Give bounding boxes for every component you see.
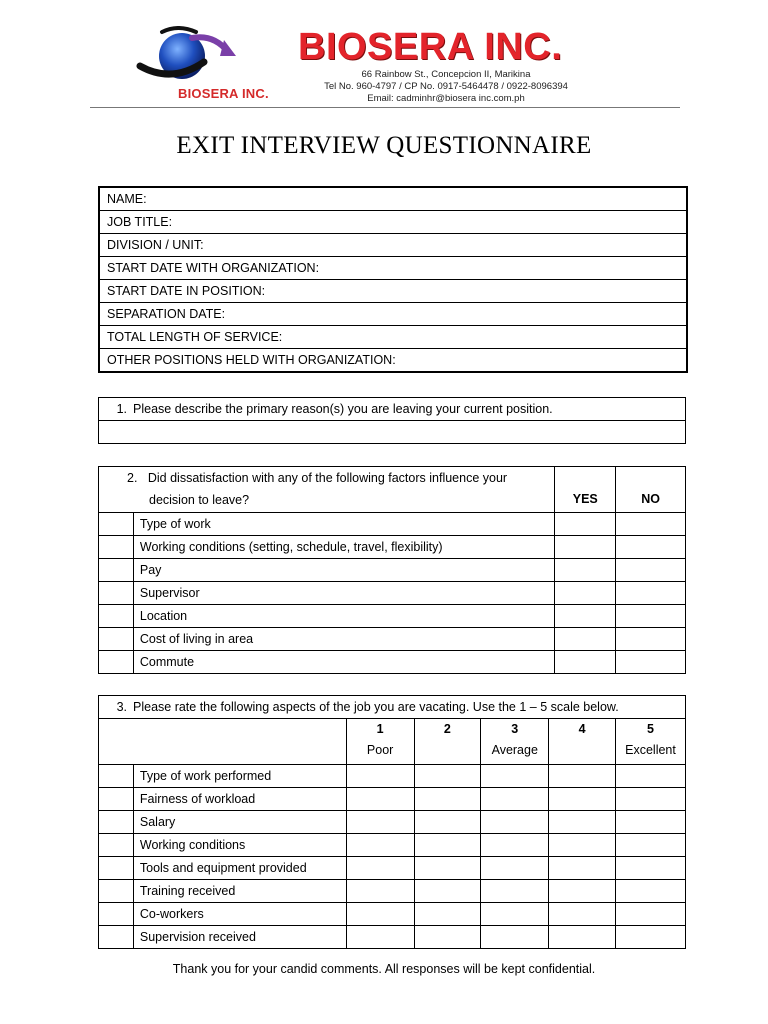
no-checkbox-cell[interactable] <box>616 536 686 559</box>
no-checkbox-cell[interactable] <box>616 651 686 674</box>
rating-cell[interactable] <box>615 788 685 811</box>
rating-cell[interactable] <box>414 765 481 788</box>
table-row <box>99 559 686 582</box>
question-2-number: 2. <box>127 471 138 485</box>
rating-cell[interactable] <box>414 834 481 857</box>
logo-label: BIOSERA INC. <box>178 86 269 101</box>
aspect-label: Fairness of workload <box>133 788 346 811</box>
scale-header-5: 5 Excellent <box>615 719 685 765</box>
info-row[interactable] <box>99 303 687 326</box>
table-row <box>99 582 686 605</box>
rating-cell[interactable] <box>481 926 549 949</box>
rating-cell[interactable] <box>549 788 616 811</box>
rating-cell[interactable] <box>481 788 549 811</box>
info-field-separation-date[interactable]: SEPARATION DATE: <box>99 303 687 326</box>
rating-cell[interactable] <box>615 857 685 880</box>
company-email: Email: cadminhr@biosera inc.com.ph <box>367 93 525 104</box>
rating-cell[interactable] <box>414 857 481 880</box>
info-field-length-of-service[interactable]: TOTAL LENGTH OF SERVICE: <box>99 326 687 349</box>
rating-cell[interactable] <box>481 903 549 926</box>
info-row[interactable] <box>99 326 687 349</box>
rating-cell[interactable] <box>414 811 481 834</box>
footer-note: Thank you for your candid comments. All responses will be kept confidential. <box>172 962 596 976</box>
yes-checkbox-cell[interactable] <box>555 536 616 559</box>
table-row <box>99 811 686 834</box>
info-field-division[interactable]: DIVISION / UNIT: <box>99 234 687 257</box>
rating-cell[interactable] <box>549 880 616 903</box>
factor-label: Location <box>133 605 554 628</box>
company-logo <box>132 26 269 106</box>
rating-cell[interactable] <box>346 926 414 949</box>
no-checkbox-cell[interactable] <box>616 628 686 651</box>
rating-cell[interactable] <box>481 857 549 880</box>
rating-cell[interactable] <box>481 811 549 834</box>
no-checkbox-cell[interactable] <box>616 513 686 536</box>
question-1-prompt <box>99 398 686 421</box>
question-2-text-line1: Did dissatisfaction with any of the following factors influence your <box>147 471 508 485</box>
table-row <box>99 903 686 926</box>
company-address: 66 Rainbow St., Concepcion II, Marikina <box>361 69 531 80</box>
aspect-label: Working conditions <box>133 834 346 857</box>
question-1-table <box>98 397 686 444</box>
yes-column-header: YES <box>555 467 616 513</box>
question-1-number: 1. <box>116 402 127 416</box>
no-checkbox-cell[interactable] <box>616 582 686 605</box>
rating-cell[interactable] <box>615 834 685 857</box>
yes-checkbox-cell[interactable] <box>555 651 616 674</box>
rating-cell[interactable] <box>615 903 685 926</box>
factor-label: Commute <box>133 651 554 674</box>
table-row <box>99 880 686 903</box>
table-row <box>99 536 686 559</box>
table-row <box>99 926 686 949</box>
rating-cell[interactable] <box>615 811 685 834</box>
scale-header-2: 2 <box>414 719 481 765</box>
table-row <box>99 651 686 674</box>
factor-label: Working conditions (setting, schedule, travel, flexibility) <box>133 536 554 559</box>
rating-cell[interactable] <box>414 903 481 926</box>
info-row[interactable] <box>99 280 687 303</box>
question-2-prompt <box>99 467 555 513</box>
table-row <box>99 765 686 788</box>
yes-checkbox-cell[interactable] <box>555 513 616 536</box>
rating-cell[interactable] <box>481 765 549 788</box>
rating-cell[interactable] <box>346 765 414 788</box>
rating-cell[interactable] <box>414 880 481 903</box>
yes-checkbox-cell[interactable] <box>555 582 616 605</box>
brand-name: BIOSERA INC. <box>298 26 563 68</box>
question-3-prompt <box>99 696 686 719</box>
table-row <box>99 834 686 857</box>
rating-cell[interactable] <box>615 926 685 949</box>
rating-cell[interactable] <box>615 880 685 903</box>
rating-cell[interactable] <box>414 926 481 949</box>
rating-cell[interactable] <box>549 857 616 880</box>
no-checkbox-cell[interactable] <box>616 605 686 628</box>
info-row[interactable] <box>99 187 687 211</box>
question-1-answer-field[interactable] <box>99 421 686 444</box>
question-3-number: 3. <box>116 700 127 714</box>
rating-cell[interactable] <box>481 880 549 903</box>
info-field-job-title[interactable]: JOB TITLE: <box>99 211 687 234</box>
table-row <box>99 628 686 651</box>
rating-cell[interactable] <box>414 788 481 811</box>
table-row <box>99 513 686 536</box>
header-divider <box>90 107 680 108</box>
info-row[interactable] <box>99 234 687 257</box>
yes-checkbox-cell[interactable] <box>555 605 616 628</box>
factor-label: Type of work <box>133 513 554 536</box>
letterhead <box>90 22 680 108</box>
globe-logo-icon <box>132 26 242 88</box>
info-row[interactable] <box>99 257 687 280</box>
table-row <box>99 788 686 811</box>
company-phones: Tel No. 960-4797 / CP No. 0917-5464478 / 0922-8096394 <box>324 81 568 92</box>
factor-label: Pay <box>133 559 554 582</box>
employee-info-table <box>98 186 688 373</box>
rating-cell[interactable] <box>346 880 414 903</box>
rating-cell[interactable] <box>346 903 414 926</box>
aspect-label: Co-workers <box>133 903 346 926</box>
question-3-text: Please rate the following aspects of the job you are vacating. Use the 1 – 5 scale below. <box>133 700 619 714</box>
rating-cell[interactable] <box>549 765 616 788</box>
no-checkbox-cell[interactable] <box>616 559 686 582</box>
rating-cell[interactable] <box>346 857 414 880</box>
table-row <box>99 857 686 880</box>
scale-header-1: 1 Poor <box>346 719 414 765</box>
rating-cell[interactable] <box>549 903 616 926</box>
factor-label: Cost of living in area <box>133 628 554 651</box>
yes-checkbox-cell[interactable] <box>555 559 616 582</box>
info-field-start-position[interactable]: START DATE IN POSITION: <box>99 280 687 303</box>
question-2-table <box>98 466 686 674</box>
factor-label: Supervisor <box>133 582 554 605</box>
aspect-label: Training received <box>133 880 346 903</box>
info-field-other-positions[interactable]: OTHER POSITIONS HELD WITH ORGANIZATION: <box>99 349 687 373</box>
rating-cell[interactable] <box>549 811 616 834</box>
no-column-header: NO <box>616 467 686 513</box>
table-row <box>99 605 686 628</box>
document-title: EXIT INTERVIEW QUESTIONNAIRE <box>176 132 592 159</box>
rating-cell[interactable] <box>615 765 685 788</box>
rating-cell[interactable] <box>346 834 414 857</box>
aspect-label: Tools and equipment provided <box>133 857 346 880</box>
aspect-label: Supervision received <box>133 926 346 949</box>
rating-cell[interactable] <box>481 834 549 857</box>
rating-cell[interactable] <box>549 834 616 857</box>
rating-cell[interactable] <box>346 811 414 834</box>
aspect-label: Type of work performed <box>133 765 346 788</box>
yes-checkbox-cell[interactable] <box>555 628 616 651</box>
info-row[interactable] <box>99 349 687 373</box>
question-2-text-line2: decision to leave? <box>149 493 250 507</box>
question-1-text: Please describe the primary reason(s) you are leaving your current position. <box>133 402 553 416</box>
aspect-label: Salary <box>133 811 346 834</box>
scale-header-4: 4 <box>549 719 616 765</box>
question-3-table <box>98 695 686 949</box>
info-field-name[interactable]: NAME: <box>99 187 687 211</box>
rating-cell[interactable] <box>346 788 414 811</box>
scale-header-3: 3 Average <box>481 719 549 765</box>
info-row[interactable] <box>99 211 687 234</box>
info-field-start-org[interactable]: START DATE WITH ORGANIZATION: <box>99 257 687 280</box>
rating-cell[interactable] <box>549 926 616 949</box>
